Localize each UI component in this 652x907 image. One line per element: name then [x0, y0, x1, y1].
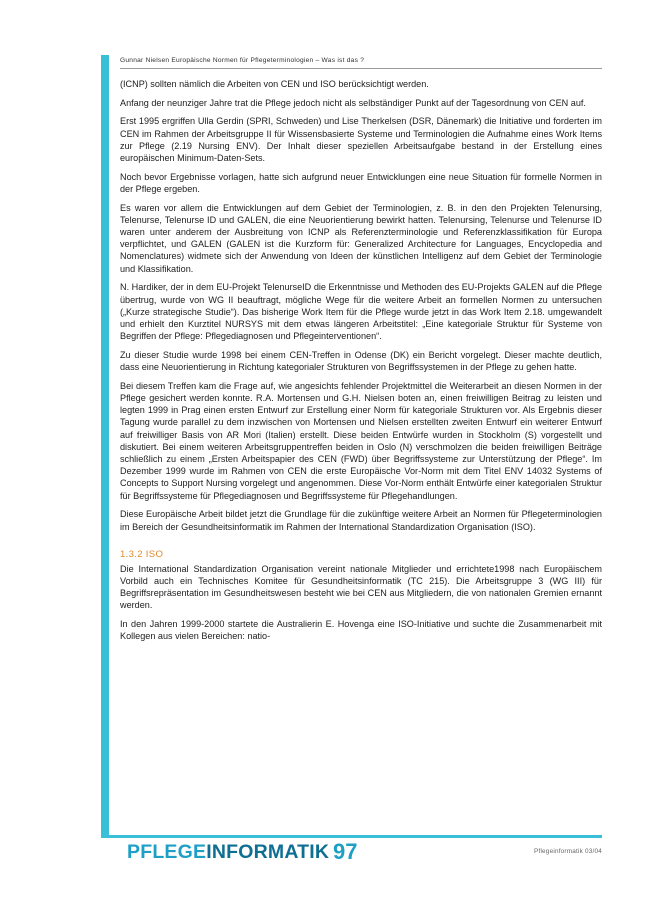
- brand-part-1: PFLEGE: [127, 841, 207, 863]
- brand-part-2: INFORMATIK: [206, 841, 330, 863]
- paragraph: Die International Standardization Organisation vereint nationale Mitglieder und errichtete1998 nach Europäischem Vorbild auch ein Technisches Komitee für Gesundheitsinformatik (TC 215). Die Arbeitsgruppe 3 (WG III) für Begriffsrepräsentation im Gesundheitswesen besteht wie bei CEN aus Mitgliedern, die von nationalen Gremien ernannt werden.: [120, 563, 602, 611]
- page-number: 97: [333, 839, 358, 864]
- paragraph: Zu dieser Studie wurde 1998 bei einem CEN-Treffen in Odense (DK) ein Bericht vorgelegt. Dieser machte deutlich, dass eine Neuorientierung in Richtung kategorialer Strukturen von Begriffssystemen in der Pflege zu gehen hatte.: [120, 349, 602, 373]
- page-footer: [101, 838, 602, 868]
- paragraph: Noch bevor Ergebnisse vorlagen, hatte sich aufgrund neuer Entwicklungen eine neue Situation für formelle Normen in der Pflege ergeben.: [120, 171, 602, 194]
- paragraph: (ICNP) sollten nämlich die Arbeiten von CEN und ISO berücksichtigt werden.: [120, 79, 429, 89]
- paragraph: Diese Europäische Arbeit bildet jetzt die Grundlage für die zukünftige weitere Arbeit an Normen für Pflegeterminologien im Bereich der Gesundheitsinformatik im Rahmen der International Standardization Organisation (ISO).: [120, 509, 602, 532]
- paragraph: Bei diesem Treffen kam die Frage auf, wie angesichts fehlender Projektmittel die Weiterarbeit an diesen Normen in der Pflege gesichert werden konnte. R.A. Mortensen und G.H. Nielsen boten an, einen freiwilligen Beitrag zu leisten und legten 1999 in Prag einen ersten Entwurf zur Erstellung einer Norm für kategoriale Strukturen vor. Als Ergebnis dieser Tagung wurde parallel zu dem inzwischen von Mortensen und Nielsen erstellten zweiten Entwurf ein weiterer Entwurf auf freiwilliger Basis von AR Mori (Italien) erstellt. Diese beiden Entwürfe wurden in Stockholm (S) vorgestellt und diskutiert. Bei einem weiteren Arbeitsgruppentreffen beiden in Oslo (N) verschmolzen die beiden freiwilligen Beiträge schließlich zu einem „Ersten Arbeitspapier des CEN (FWD) über Begriffssysteme zur Unterstützung der Pflege“. Im Dezember 1999 wurde im Rahmen von CEN die erste Europäische Vor-Norm mit dem Titel ENV 14032 Systems of Concepts to Support Nursing vorgelegt und angenommen. Diese Vor-Norm enthält Entwürfe einer kategorialen Struktur für Begriffssysteme für Pflegediagnosen und Begriffssysteme für Pflegehandlungen.: [120, 380, 602, 501]
- paragraph: Es waren vor allem die Entwicklungen auf dem Gebiet der Terminologien, z. B. in den den Projekten Telenursing, Telenurse, Telenurse ID und GALEN, die eine Neuorientierung bewirkt hatten. Telenursing, Telenurse und Telenurse ID waren unter anderem der Ausbreitung von ICNP als Referenzterminologie und Referenzklassifikation für Europa verpflichtet, und GALEN (GALEN ist die Kurzform für: Generalized Architecture for Languages, Encyclopedia and Nomenclatures) widmete sich der Anwendung von Ideen der künstlichen Intelligenz auf dem Gebiet der Terminologie und Klassifikation.: [120, 202, 602, 274]
- header-rule: [120, 68, 602, 69]
- section-heading: 1.3.2 ISO: [120, 548, 164, 560]
- paragraph: N. Hardiker, der in dem EU-Projekt TelenurseID die Erkenntnisse und Methoden des EU-Projekts GALEN auf die Pflege übertrug, wurde von WG II beauftragt, mögliche Wege für die weitere Arbeit an formellen Normen zu untersuchen („Kurze strategische Studie“). Das bisherige Work Item für die Pflege wurde jetzt in das Work Item 2.18. umgewandelt und erhielt den Kurztitel NURSYS mit dem etwas längeren Arbeitstitel: „Eine kategoriale Struktur für Systeme von Begriffen der Pflege: Pflegediagnosen und Pflegeinterventionen“.: [120, 282, 602, 342]
- paragraph: In den Jahren 1999-2000 startete die Australierin E. Hovenga eine ISO-Initiative und suchte die Zusammenarbeit mit Kollegen aus vielen Bereichen: natio-: [120, 619, 602, 642]
- paragraph: Erst 1995 ergriffen Ulla Gerdin (SPRI, Schweden) und Lise Therkelsen (DSR, Dänemark) die Initiative und forderten im CEN im Rahmen der Arbeitsgruppe II für Wissensbasierte Systeme und Terminologien die Aufnahme eines Work Items zur Pflege (2.19 Nursing ENV). Der Inhalt dieser speziellen Arbeitsaufgabe bestand in der Erstellung eines europäischen Minimum-Daten-Sets.: [120, 116, 602, 164]
- footer-issue: Pflegeinformatik 03/04: [534, 848, 602, 855]
- paragraph: Anfang der neunziger Jahre trat die Pflege jedoch nicht als selbständiger Punkt auf der Tagesordnung von CEN auf.: [120, 97, 586, 108]
- brand-logo: [127, 841, 329, 864]
- left-accent-bar: [101, 55, 109, 847]
- running-head: Gunnar Nielsen Europäische Normen für Pflegeterminologien – Was ist das ?: [120, 57, 365, 64]
- text-column: [120, 78, 602, 649]
